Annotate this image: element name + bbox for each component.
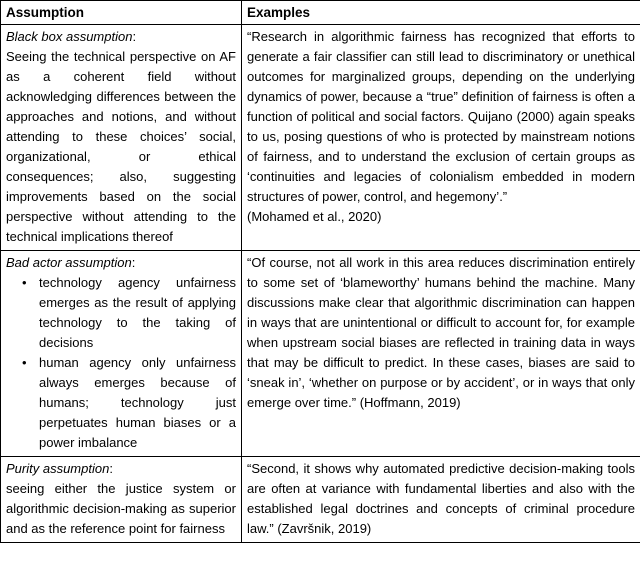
example-citation: (Mohamed et al., 2020) [247,209,382,224]
list-item: • human agency only unfairness always emerges because of humans; technology just perpetuates human biases or a power imbalance [6,353,236,453]
example-quote: “Of course, not all work in this area reduces discrimination entirely to some set of ‘blameworthy’ humans behind the machine. Many discussions make clear that algorithmic discrimination can happen in ways that are unintentional or difficult to account for, for example when upstream social biases are reflected in training data in ways that may be difficult to predict. In these cases, biases are said to ‘sneak in’, ‘whether on purpose or by accident’, or in ways that only emerge over time.” (Hoffmann, 2019) [247,255,635,410]
list-item: • technology agency unfairness emerges as the result of applying technology to the taking of decisions [6,273,236,353]
assumption-body: Seeing the technical perspective on AF as a coherent field without acknowledging differences between the approaches and notions, and without attending to these choices’ social, organizational, or ethical consequences; also, suggesting improvements based on the social perspective without attending to the technical implications thereof [6,49,236,244]
assumption-term: Purity assumption [6,461,110,476]
assumption-term-suffix: : [131,255,136,270]
assumption-body: seeing either the justice system or algorithmic decision-making as superior and as the reference point for fairness [6,481,236,536]
table-row [1,25,640,251]
assumption-cell-bad-actor [1,251,242,457]
example-quote: “Research in algorithmic fairness has recognized that efforts to generate a fair classifier can still lead to discriminatory or unethical outcomes for marginalized groups, depending on the underlying dynamics of power, because a “true” definition of fairness is often a function of political and social factors. Quijano (2000) again speaks to us, posing questions of who is protected by mainstream notions of fairness, and to understand the exclusion of certain groups as ‘continuities and legacies of colonialism embedded in modern structures of power, control, and hegemony’.” [247,29,635,204]
example-quote: “Second, it shows why automated predictive decision-making tools are often at variance with fundamental liberties and also with the established legal doctrines and concepts of criminal procedure law.” (Završnik, 2019) [247,461,635,536]
assumption-term: Bad actor assumption [6,255,132,270]
table-header-row [1,1,640,25]
example-cell-black-box [242,25,640,251]
column-header-assumption: Assumption [1,1,242,25]
assumption-term-line [6,459,236,479]
example-cell-bad-actor [242,251,640,457]
column-header-examples: Examples [242,1,640,25]
assumption-term-line [6,27,236,47]
assumption-cell-black-box [1,25,242,251]
example-cell-purity [242,457,640,543]
assumption-term-line [6,253,236,273]
assumption-term-suffix: : [132,29,137,44]
assumption-cell-purity [1,457,242,543]
assumption-term-suffix: : [109,461,113,476]
table-row [1,457,640,543]
assumption-term: Black box assumption [6,29,133,44]
table-row [1,251,640,457]
assumption-bullet-list [6,273,236,453]
